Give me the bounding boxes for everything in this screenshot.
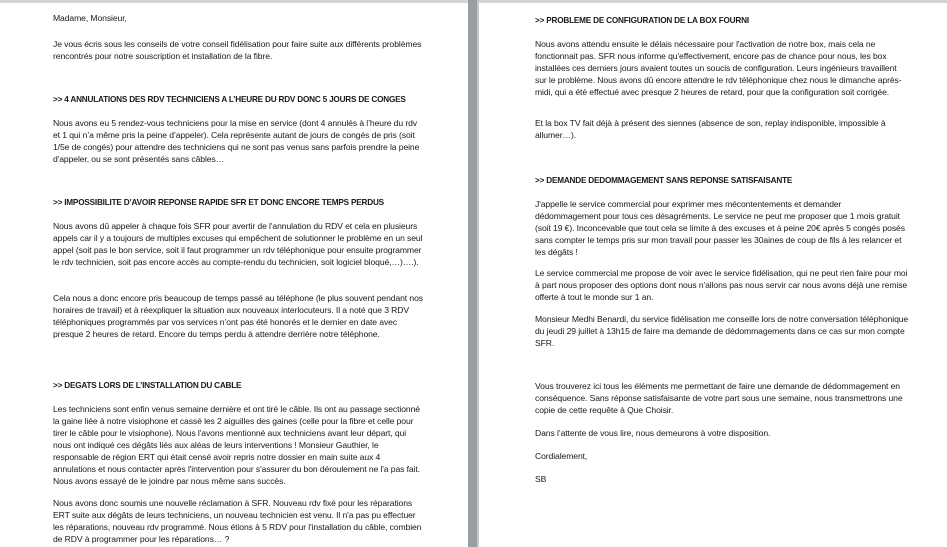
section-paragraph: Nous avons eu 5 rendez-vous techniciens pour la mise en service (dont 4 annulés à l’heure du rdv et 1 qui n’a même pris la peine d’appeler). Cela représente autant de jours de congés de pris (soit 1/5e de congés) pour attendre des techniciens qui ne sont pas venus sans parfois prendre la peine d'appeler, ou se sont présentés sans câbles… [53,118,420,164]
page-gutter [468,0,477,547]
section-paragraph: Les techniciens sont enfin venus semaine dernière et ont tiré le câble. Ils ont au passage sectionné la gaine liée à notre visiophone et cassé les 2 aiguilles des gaines (celle pour la fibre et celle pour tirer le câble pour le visiophone). Nous l'avons mentionné aux techniciens avant leur départ, qui nous ont indiqué ces dégâts liés aux aléas de leurs interventions ! Monsieur Gauthier, le responsable de région ERT qui était censé avoir repris notre dossier en main suite aux 4 annulations et nous contacter après l'intervention pour s'assurer du bon déroulement ne l'a pas fait. Nous avons essayé de le joindre par nous même sans succès. [53,404,420,486]
section-paragraph: Nous avons attendu ensuite le délais nécessaire pour l'activation de notre box, mais cela ne fonctionnait pas. SFR nous informe qu'effectivement, encore pas de chance pour nous, les box installées ces derniers jours avaient toutes un soucis de configuration. Leurs ingénieurs travaillent sur le problème. Nous avons dû encore attendre le rdv téléphonique chez nous le dimanche après-midi, qui a été effectué avec presque 2 heures de retard, pour que la configuration soit corrigée. [535,39,902,97]
section-heading: >> DEGATS LORS DE L’INSTALLATION DU CABLE [53,381,242,390]
section-heading: >> 4 ANNULATIONS DES RDV TECHNICIENS A L’HEURE DU RDV DONC 5 JOURS DE CONGES [53,95,406,104]
document-page-right[interactable] [479,3,947,547]
section-heading: >> DEMANDE DEDOMMAGEMENT SANS REPONSE SATISFAISANTE [535,176,793,185]
closing-paragraph: Vous trouverez ici tous les éléments me permettant de faire une demande de dédommagement en conséquence. Sans réponse satisfaisante de votre part sous une semaine, nous transmettrons une copie de cette requête à Que Choisir. [535,381,903,415]
section-paragraph: Et la box TV fait déjà à présent des siennes (absence de son, replay indisponible, impossible à allumer…). [535,118,886,140]
closing-awaiting: Dans l’attente de vous lire, nous demeurons à votre disposition. [535,428,771,438]
section-paragraph: J'appelle le service commercial pour exprimer mes mécontentements et demander dédommagement pour tous ces désagréments. Le service ne peut me proposer que 1 mois gratuit (soit 19 €). Inconcevable que tout cela se limite à des excuses et à peine 20€ après 5 congés posés sans compter le temps pris sur mon travail pour passer les 30aines de coup de fils à les relancer et les dégâts ! [535,199,905,257]
section-paragraph: Cela nous a donc encore pris beaucoup de temps passé au téléphone (le plus souvent pendant nos horaires de travail) et à réexpliquer la situation aux nouveaux interlocuteurs. Il a noté que 3 RDV téléphoniques programmés par vos services n’ont pas été honorés et le dernier en date avec presque 2 heures de retard. Encore du temps perdu à attendre derrière notre téléphone. [53,293,423,339]
section-heading: >> IMPOSSIBILITE D’AVOIR REPONSE RAPIDE SFR ET DONC ENCORE TEMPS PERDUS [53,198,384,207]
section-paragraph: Nous avons dû appeler à chaque fois SFR pour avertir de l'annulation du RDV et cela en plusieurs appels car il y a toujours de multiples excuses qui empêchent de solutionner le problème en un seul appel (soit pas le bon service, soit il faut programmer un rdv téléphonique pour ensuite programmer le rdv technicien, soit pas encore accès au compte-rendu du technicien, soit logiciel bloqué,…)….). [53,221,423,267]
section-paragraph: Nous avons donc soumis une nouvelle réclamation à SFR. Nouveau rdv fixé pour les réparations ERT suite aux dégâts de leurs techniciens, un nouveau technicien est venu. Il n'a pas pu effectuer les réparations, nouveau rdv programmé. Nous étions à 5 RDV pour l'installation du câble, combien de RDV à programmer pour les réparations… ? [53,498,422,544]
signature: SB [535,474,547,484]
section-paragraph: Monsieur Medhi Benardi, du service fidélisation me conseille lors de notre conversation téléphonique du jeudi 29 juillet à 13h15 de faire ma demande de dédommagements dans ce cas sur mon compte SFR. [535,314,909,348]
section-paragraph: Le service commercial me propose de voir avec le service fidélisation, qui ne peut rien faire pour moi à part nous proposer des options dont nous n'allons pas nous servir car nous avons déjà une remise offerte à tout le monde sur 1 an. [535,268,908,302]
section-heading: >> PROBLEME DE CONFIGURATION DE LA BOX FOURNI [535,16,749,25]
intro-paragraph: Je vous écris sous les conseils de votre conseil fidélisation pour faire suite aux différents problèmes rencontrés pour notre souscription et installation de la fibre. [53,39,422,61]
document-page-left[interactable] [0,3,468,547]
closing-signoff: Cordialement, [535,451,588,461]
salutation: Madame, Monsieur, [53,13,127,23]
